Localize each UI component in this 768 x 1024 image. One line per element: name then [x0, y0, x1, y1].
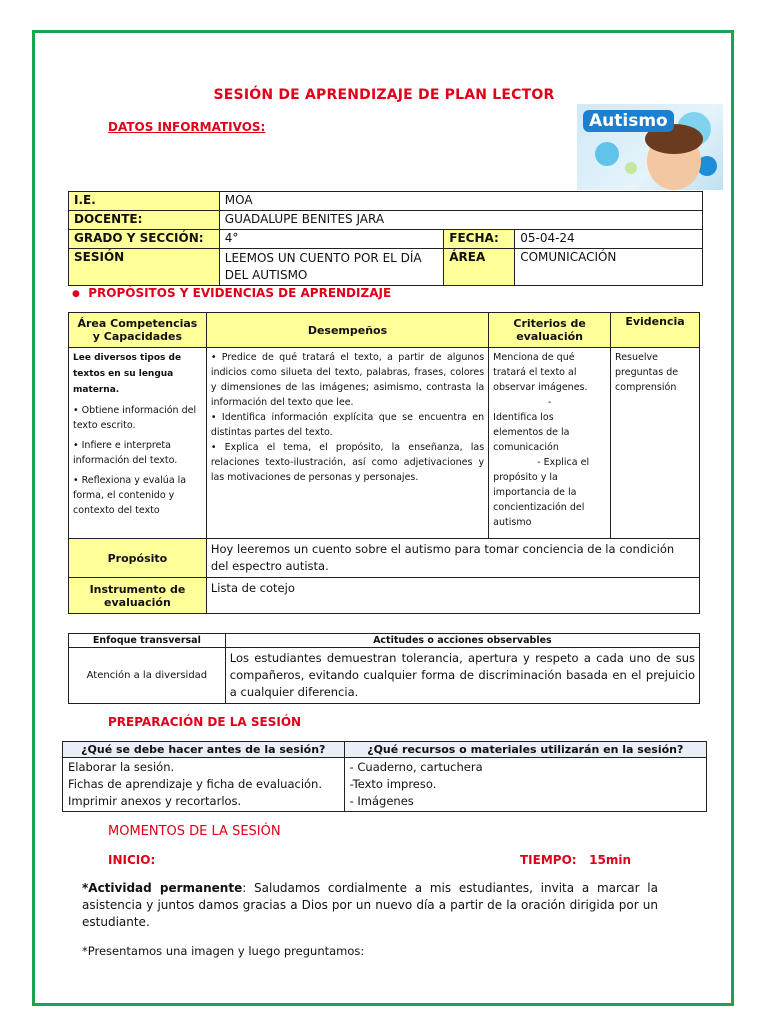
antes-cell: [63, 758, 345, 812]
actividad-text: : Saludamos cordialmente a mis estudiantes, invita a marcar la asistencia y juntos damos gracias a Dios por un nuevo día a partir de la oración dirigida por un estudiante.: [82, 881, 658, 929]
header-desempenos: Desempeños: [206, 313, 488, 348]
fecha-label: FECHA:: [444, 230, 515, 249]
sesion-label: SESIÓN: [69, 249, 220, 286]
actividad-label: *Actividad permanente: [82, 881, 243, 895]
desempenos-cell: [206, 348, 488, 539]
area-value: COMUNICACIÓN: [515, 249, 703, 286]
header-recursos: ¿Qué recursos o materiales utilizarán en la sesión?: [344, 742, 706, 758]
evidencia-cell: Resuelve preguntas de comprensión: [611, 348, 700, 539]
competencias-table: [68, 312, 700, 614]
logo-text: Autismo: [583, 110, 674, 132]
actitudes-value: Los estudiantes demuestran tolerancia, apertura y respeto a cada uno de sus compañeros, evitando cualquier forma de discriminación basada en el prejuicio a cualquier diferencia.: [225, 648, 699, 704]
header-enfoque: Enfoque transversal: [69, 634, 226, 648]
header-antes: ¿Qué se debe hacer antes de la sesión?: [63, 742, 345, 758]
inicio-label: INICIO:: [108, 853, 156, 867]
desempeno-item: • Explica el tema, el propósito, la enseñanza, las relaciones texto-ilustración, así como adjetivaciones y las motivaciones de personas y personajes.: [210, 442, 485, 483]
recurso-item: - Imágenes: [349, 794, 414, 808]
instrumento-label: Instrumento de evaluación: [69, 578, 207, 614]
criterio-item: -: [547, 397, 552, 408]
recursos-cell: [344, 758, 706, 812]
competencia-title: Lee diversos tipos de textos en su lengua materna.: [73, 353, 182, 395]
ie-label: I.E.: [69, 192, 220, 211]
sesion-value: LEEMOS UN CUENTO POR EL DÍA DEL AUTISMO: [219, 249, 444, 286]
antes-item: Elaborar la sesión.: [68, 760, 175, 774]
page-title: SESIÓN DE APRENDIZAJE DE PLAN LECTOR: [213, 87, 555, 103]
bullet-icon: ●: [72, 289, 80, 299]
recurso-item: -Texto impreso.: [349, 777, 437, 791]
header-criterios: Criterios de evaluación: [489, 313, 611, 348]
antes-item: Fichas de aprendizaje y ficha de evaluación.: [68, 777, 323, 791]
tiempo-value: 15min: [589, 853, 631, 867]
propositos-heading: ● PROPÓSITOS Y EVIDENCIAS DE APRENDIZAJE: [72, 286, 392, 300]
area-label: ÁREA: [444, 249, 515, 286]
capacidad-item: • Infiere e interpreta información del texto.: [73, 440, 178, 466]
enfoque-table: [68, 633, 700, 704]
tiempo-label: TIEMPO:: [520, 853, 577, 867]
capacidad-item: • Reflexiona y evalúa la forma, el contenido y contexto del texto: [73, 475, 187, 516]
header-area: Área Competencias y Capacidades: [69, 313, 207, 348]
grado-label: GRADO Y SECCIÓN:: [69, 230, 220, 249]
criterios-cell: [489, 348, 611, 539]
proposito-label: Propósito: [69, 539, 207, 578]
enfoque-value: Atención a la diversidad: [69, 648, 226, 704]
proposito-value: Hoy leeremos un cuento sobre el autismo para tomar conciencia de la condición del espectro autista.: [206, 539, 699, 578]
autism-logo-image: [577, 104, 723, 190]
fecha-value: 05-04-24: [515, 230, 703, 249]
grado-value: 4°: [219, 230, 444, 249]
desempeno-item: • Predice de qué tratará el texto, a partir de algunos indicios como silueta del texto, palabras, frases, colores y dimensiones de las imágenes; asimismo, contrasta la información del texto que lee.: [210, 352, 485, 408]
actividad-paragraph: [82, 880, 658, 931]
preparacion-table: [62, 741, 707, 812]
datos-heading: DATOS INFORMATIVOS:: [108, 120, 266, 134]
presentamos-text: *Presentamos una imagen y luego preguntamos:: [82, 944, 365, 958]
capacidad-item: • Obtiene información del texto escrito.: [73, 405, 197, 431]
ie-value: MOA: [219, 192, 702, 211]
criterio-item: - Explica el propósito y la importancia de la concientización del autismo: [493, 457, 590, 528]
recurso-item: - Cuaderno, cartuchera: [349, 760, 483, 774]
instrumento-value: Lista de cotejo: [206, 578, 699, 614]
docente-label: DOCENTE:: [69, 211, 220, 230]
docente-value: GUADALUPE BENITES JARA: [219, 211, 702, 230]
header-evidencia: Evidencia: [611, 313, 700, 348]
desempeno-item: • Identifica información explícita que se encuentra en distintas partes del texto.: [210, 412, 485, 438]
antes-item: Imprimir anexos y recortarlos.: [68, 794, 242, 808]
competencia-cell: [69, 348, 207, 539]
criterio-item: Identifica los elementos de la comunicación: [493, 412, 570, 453]
tiempo-block: [520, 853, 631, 867]
momentos-heading: MOMENTOS DE LA SESIÓN: [108, 824, 281, 839]
preparacion-heading: PREPARACIÓN DE LA SESIÓN: [108, 715, 302, 729]
header-actitudes: Actitudes o acciones observables: [225, 634, 699, 648]
info-table: [68, 191, 703, 286]
criterio-item: Menciona de qué tratará el texto al observar imágenes.: [493, 352, 588, 393]
